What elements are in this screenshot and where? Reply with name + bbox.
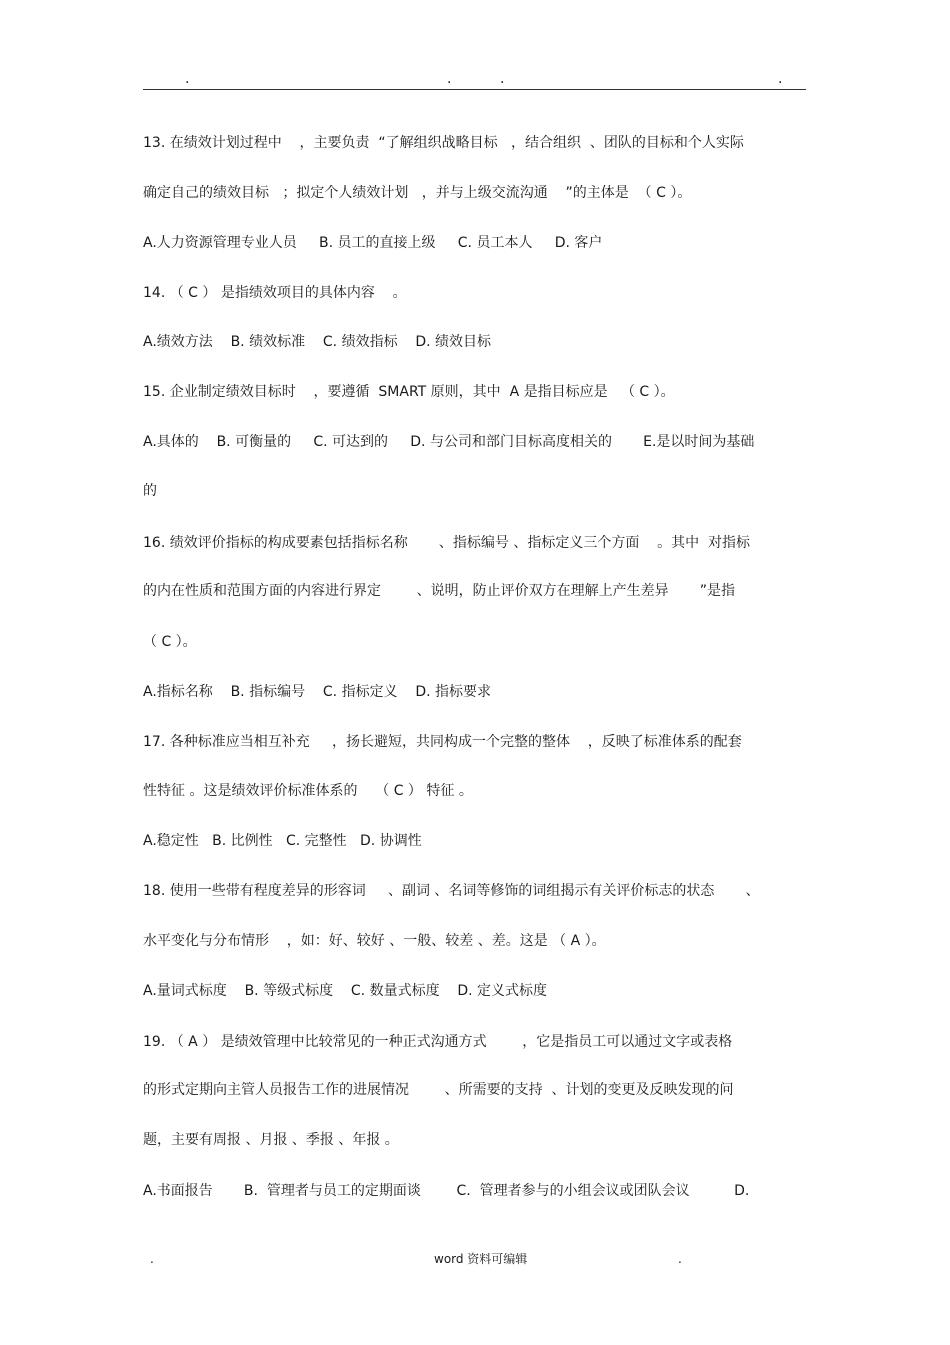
question-13-options: A.人力资源管理专业人员 B. 员工的直接上级 C. 员工本人 D. 客户 <box>143 235 603 251</box>
header-rule <box>143 89 806 90</box>
header-dot: . <box>447 71 452 87</box>
question-14-options: A.绩效方法 B. 绩效标准 C. 绩效指标 D. 绩效目标 <box>143 334 492 350</box>
question-15-options-cont: 的 <box>143 483 157 499</box>
question-17-line-1: 17. 各种标准应当相互补充 ，扬长避短，共同构成一个完整的整体 ，反映了标准体系的配套 <box>143 734 742 750</box>
question-16-options: A.指标名称 B. 指标编号 C. 指标定义 D. 指标要求 <box>143 684 492 700</box>
question-13-line-2: 确定自己的绩效目标 ；拟定个人绩效计划 ，并与上级交流沟通 ”的主体是 （ C ）。 <box>143 185 692 201</box>
question-19-line-2: 的形式定期向主管人员报告工作的进展情况 、所需要的支持 、计划的变更及反映发现的问 <box>143 1082 734 1098</box>
question-16-line-1: 16. 绩效评价指标的构成要素包括指标名称 、指标编号 、指标定义三个方面 。其中 对指标 <box>143 535 751 551</box>
header-dot: . <box>778 71 783 87</box>
header-dot: . <box>185 71 190 87</box>
question-16-line-2: 的内在性质和范围方面的内容进行界定 、说明，防止评价双方在理解上产生差异 ”是指 <box>143 583 736 599</box>
question-15-options: A.具体的 B. 可衡量的 C. 可达到的 D. 与公司和部门目标高度相关的 E.是以时间为基础 <box>143 434 755 450</box>
question-16-line-3: （ C ）。 <box>143 634 197 650</box>
question-17-options: A.稳定性 B. 比例性 C. 完整性 D. 协调性 <box>143 833 422 849</box>
question-17-line-2: 性特征 。这是绩效评价标准体系的 （ C ） 特征 。 <box>143 783 473 799</box>
question-15-line-1: 15. 企业制定绩效目标时 ，要遵循 SMART 原则，其中 A 是指目标应是 （ C ）。 <box>143 384 675 400</box>
footer-right-dot: . <box>678 1252 682 1266</box>
question-14-line-1: 14. （ C ） 是指绩效项目的具体内容 。 <box>143 285 407 301</box>
footer-left-dot: . <box>150 1252 154 1266</box>
question-18-options: A.量词式标度 B. 等级式标度 C. 数量式标度 D. 定义式标度 <box>143 983 548 999</box>
question-19-line-3: 题，主要有周报 、月报 、季报 、年报 。 <box>143 1132 399 1148</box>
question-19-line-1: 19. （ A ） 是绩效管理中比较常见的一种正式沟通方式 ，它是指员工可以通过文字或表格 <box>143 1034 733 1050</box>
header-dot: . <box>500 71 505 87</box>
question-13-line-1: 13. 在绩效计划过程中 ，主要负责 “了解组织战略目标 ，结合组织 、团队的目标和个人实际 <box>143 135 744 151</box>
question-18-line-1: 18. 使用一些带有程度差异的形容词 、副词 、名词等修饰的词组揭示有关评价标志的状态 、 <box>143 883 760 899</box>
question-19-options: A.书面报告 B. 管理者与员工的定期面谈 C. 管理者参与的小组会议或团队会议 D. <box>143 1183 750 1199</box>
question-18-line-2: 水平变化与分布情形 ，如：好、较好 、一般、较差 、差。这是 （ A ）。 <box>143 933 606 949</box>
footer-text: word 资料可编辑 <box>434 1252 528 1266</box>
